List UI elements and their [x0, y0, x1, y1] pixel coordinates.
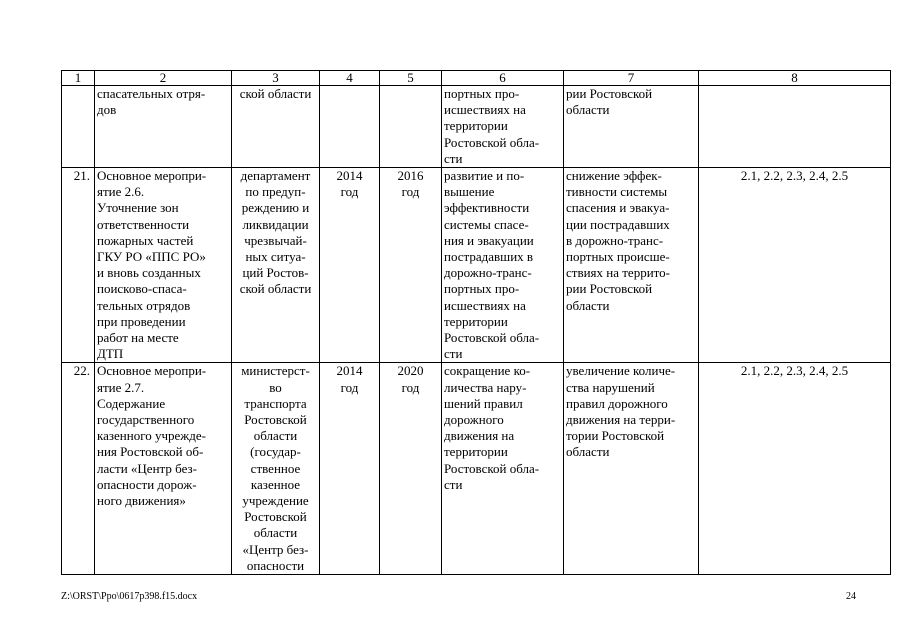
executor-cell: департамент по предуп- реждению и ликвидации чрезвычай- ных ситуа- ций Ростов- ской области [232, 168, 320, 363]
end-year-cell: 2016 год [380, 168, 442, 363]
file-path-footer: Z:\ORST\Ppo\0617p398.f15.docx [61, 591, 198, 602]
program-table [61, 70, 891, 575]
activity-cell: спасательных отря- дов [95, 86, 232, 168]
start-year-cell [320, 86, 380, 168]
page-number: 24 [846, 591, 856, 602]
executor-cell: ской области [232, 86, 320, 168]
header-cell: 6 [442, 71, 564, 86]
consequences-cell: снижение эффек- тивности системы спасения и эвакуа- ции пострадавших в дорожно-транс- портных происше- ствиях на террито- рии Ростовской области [564, 168, 699, 363]
header-cell: 1 [62, 71, 95, 86]
table-row-22 [62, 363, 891, 575]
row-number-cell: 21. [62, 168, 95, 363]
expected-result-cell: развитие и по- вышение эффективности системы спасе- ния и эвакуации пострадавших в дорожно-транс- портных про- исшествиях на территории Ростовской обла- сти [442, 168, 564, 363]
header-cell: 4 [320, 71, 380, 86]
activity-cell: Основное меропри- ятие 2.6. Уточнение зон ответственности пожарных частей ГКУ РО «ППС РО» и вновь созданных поисково-спаса- тельных отрядов при проведении работ на месте ДТП [95, 168, 232, 363]
end-year-cell: 2020 год [380, 363, 442, 575]
expected-result-cell: сокращение ко- личества нару- шений правил дорожного движения на территории Ростовской обла- сти [442, 363, 564, 575]
table-row-continuation [62, 86, 891, 168]
header-cell: 2 [95, 71, 232, 86]
start-year-cell: 2014 год [320, 168, 380, 363]
indicators-cell: 2.1, 2.2, 2.3, 2.4, 2.5 [699, 363, 891, 575]
indicators-cell [699, 86, 891, 168]
executor-cell: министерст- во транспорта Ростовской области (государ- ственное казенное учреждение Ростовской области «Центр без- опасности [232, 363, 320, 575]
header-cell: 7 [564, 71, 699, 86]
indicators-cell: 2.1, 2.2, 2.3, 2.4, 2.5 [699, 168, 891, 363]
header-cell: 3 [232, 71, 320, 86]
table-row-21 [62, 168, 891, 363]
expected-result-cell: портных про- исшествиях на территории Ростовской обла- сти [442, 86, 564, 168]
consequences-cell: рии Ростовской области [564, 86, 699, 168]
activity-cell: Основное меропри- ятие 2.7. Содержание государственного казенного учрежде- ния Ростовской об- ласти «Центр без- опасности дорож- ного движения» [95, 363, 232, 575]
column-number-row [62, 71, 891, 86]
row-number-cell [62, 86, 95, 168]
header-cell: 8 [699, 71, 891, 86]
end-year-cell [380, 86, 442, 168]
start-year-cell: 2014 год [320, 363, 380, 575]
header-cell: 5 [380, 71, 442, 86]
consequences-cell: увеличение количе- ства нарушений правил дорожного движения на терри- тории Ростовской области [564, 363, 699, 575]
row-number-cell: 22. [62, 363, 95, 575]
